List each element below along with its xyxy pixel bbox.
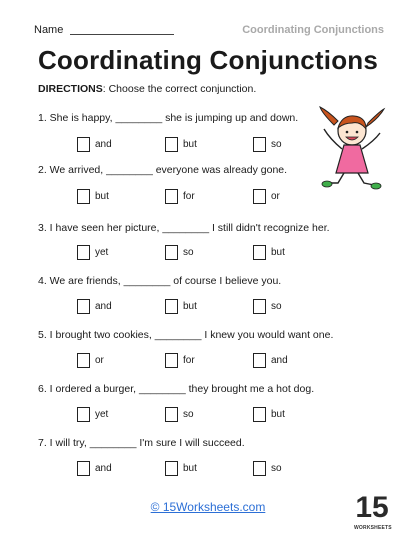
worksheets-logo — [354, 492, 390, 534]
options-7 — [0, 461, 416, 477]
jumping-girl-illustration — [316, 103, 388, 193]
checkbox[interactable] — [253, 353, 266, 368]
option-label: but — [183, 463, 197, 474]
option-label: but — [183, 139, 197, 150]
checkbox[interactable] — [165, 245, 178, 260]
option-label: but — [95, 191, 109, 202]
option-label: for — [183, 191, 195, 202]
question-1: 1. She is happy, ________ she is jumping up and down. — [38, 112, 299, 124]
checkbox[interactable] — [77, 189, 90, 204]
option-label: so — [271, 301, 282, 312]
option-label: yet — [95, 409, 109, 420]
question-3: 3. I have seen her picture, ________ I still didn't recognize her. — [38, 222, 330, 234]
checkbox[interactable] — [77, 245, 90, 260]
page-title: Coordinating Conjunctions — [37, 45, 379, 75]
checkbox[interactable] — [77, 353, 90, 368]
checkbox[interactable] — [253, 137, 266, 152]
checkbox[interactable] — [253, 245, 266, 260]
checkbox[interactable] — [77, 461, 90, 476]
option-label: so — [183, 247, 194, 258]
option-label: or — [95, 355, 104, 366]
checkbox[interactable] — [165, 407, 178, 422]
checkbox[interactable] — [165, 299, 178, 314]
option-label: so — [271, 139, 282, 150]
option-label: or — [271, 191, 280, 202]
checkbox[interactable] — [253, 189, 266, 204]
question-4: 4. We are friends, ________ of course I believe you. — [38, 275, 282, 287]
question-2: 2. We arrived, ________ everyone was already gone. — [38, 164, 288, 176]
option-label: yet — [95, 247, 109, 258]
options-4 — [0, 299, 416, 315]
options-3 — [0, 245, 416, 261]
name-line[interactable] — [70, 34, 174, 35]
directions-text: : Choose the correct conjunction. — [102, 83, 257, 95]
directions-label: DIRECTIONS — [38, 83, 103, 95]
checkbox[interactable] — [253, 407, 266, 422]
option-label: but — [183, 301, 197, 312]
checkbox[interactable] — [165, 461, 178, 476]
header-brand: Coordinating Conjunctions — [242, 24, 384, 36]
option-label: so — [271, 463, 282, 474]
checkbox[interactable] — [77, 137, 90, 152]
option-label: and — [95, 301, 112, 312]
question-5: 5. I brought two cookies, ________ I knew you would want one. — [38, 329, 334, 341]
checkbox[interactable] — [77, 407, 90, 422]
worksheet-header — [34, 23, 384, 37]
checkbox[interactable] — [77, 299, 90, 314]
directions — [38, 83, 256, 95]
checkbox[interactable] — [253, 299, 266, 314]
logo-number: 15 — [355, 491, 389, 524]
option-label: and — [95, 139, 112, 150]
name-label: Name — [34, 24, 64, 36]
checkbox[interactable] — [165, 189, 178, 204]
checkbox[interactable] — [253, 461, 266, 476]
checkbox[interactable] — [165, 353, 178, 368]
options-5 — [0, 353, 416, 369]
option-label: for — [183, 355, 195, 366]
option-label: so — [183, 409, 194, 420]
footer-link[interactable]: © 15Worksheets.com — [150, 500, 266, 514]
option-label: but — [271, 247, 285, 258]
option-label: and — [271, 355, 288, 366]
option-label: but — [271, 409, 285, 420]
options-6 — [0, 407, 416, 423]
checkbox[interactable] — [165, 137, 178, 152]
question-6: 6. I ordered a burger, ________ they brought me a hot dog. — [38, 383, 315, 395]
logo-brand: WORKSHEETS — [354, 525, 392, 531]
option-label: and — [95, 463, 112, 474]
question-7: 7. I will try, ________ I'm sure I will succeed. — [38, 437, 245, 449]
